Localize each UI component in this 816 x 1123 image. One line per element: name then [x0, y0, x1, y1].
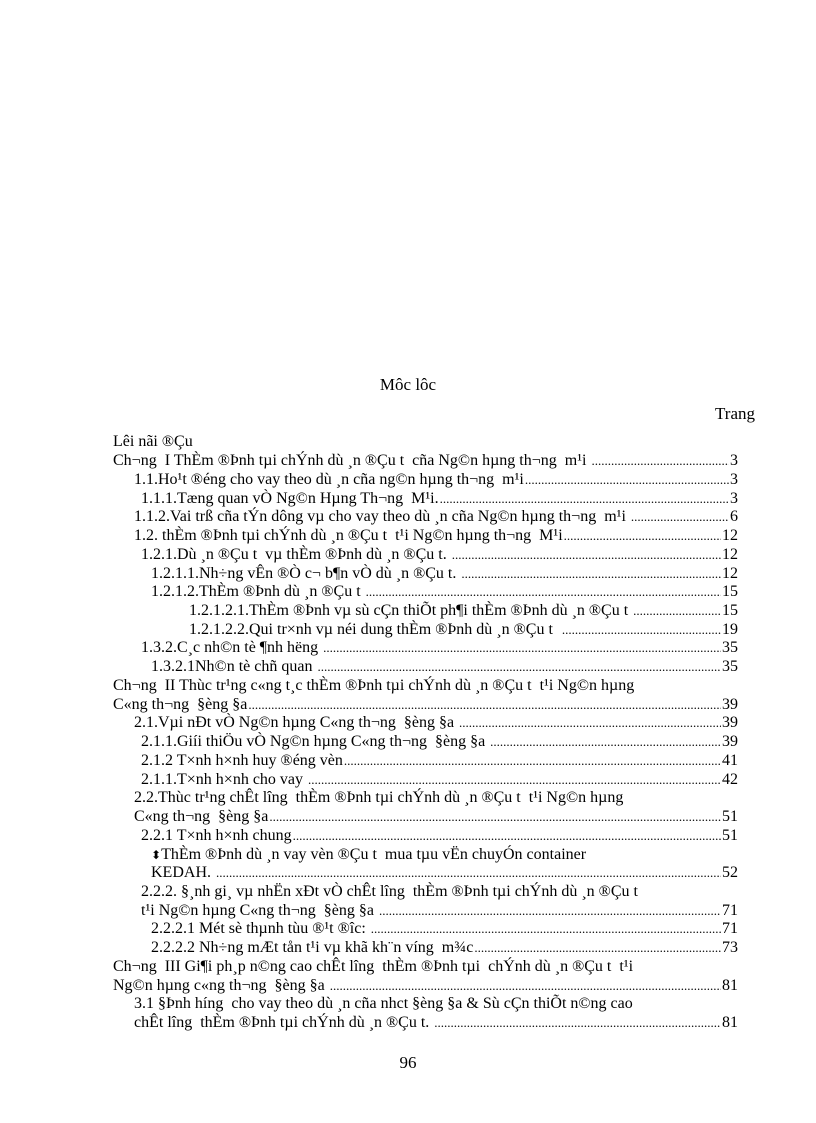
bullet-arrow-icon: ⬍	[151, 848, 162, 862]
toc-entry-title: 1.1.2.Vai trß cña tÝn dông vµ cho vay theo dù ¸n cña Ng©n hµng th¬ng m¹i	[134, 508, 630, 525]
toc-entry-title: 2.1.Vµi nÐt vÒ Ng©n hµng C«ng th¬ng §èng §a	[134, 714, 459, 731]
toc-entry	[113, 432, 738, 452]
toc-entry	[113, 676, 738, 696]
toc-leader-dots	[366, 582, 721, 602]
toc-leader-dots	[564, 526, 721, 546]
toc-leader-dots	[525, 470, 729, 490]
toc-entry-title: Ch¬ng I ThÈm ®Þnh tµi chÝnh dù ¸n ®Çu t cña Ng©n hµng th¬ng m¹i	[113, 452, 591, 469]
toc-entry	[151, 845, 738, 865]
toc-leader-dots	[434, 1013, 721, 1033]
toc-entry-title: 2.1.1.Giíi thiÖu vÒ Ng©n hµng C«ng th¬ng §èng §a	[141, 733, 490, 750]
toc-leader-dots	[323, 638, 721, 658]
toc-entry-title: ThÈm ®Þnh dù ¸n vay vèn ®Çu t mua tµu vËn chuyÓn container	[161, 846, 587, 863]
toc-entry-page: 51	[722, 827, 738, 844]
toc-entry-title: 2.2.1 T×nh h×nh chung	[141, 827, 292, 844]
toc-entry-page: 51	[722, 808, 738, 825]
toc-entry-title: 1.1.Ho¹t ®éng cho vay theo dù ¸n cña ng©n hµng th¬ng m¹i	[134, 471, 524, 488]
toc-entry	[113, 695, 738, 715]
toc-entry-page: 39	[722, 696, 738, 713]
toc-entry-page: 42	[722, 771, 738, 788]
toc-entry	[134, 788, 738, 808]
toc-leader-dots	[248, 695, 721, 715]
toc-entry-title: 1.1.1.Tæng quan vÒ Ng©n Hµng Th¬ng M¹i.	[141, 490, 439, 507]
toc-entry-title: Ng©n hµng c«ng th¬ng §èng §a	[113, 977, 329, 994]
toc-entry-page: 3	[730, 471, 738, 488]
toc-entry-title: C«ng th¬ng §èng §a	[113, 696, 248, 713]
toc-entry-page: 52	[722, 864, 738, 881]
toc-leader-dots	[317, 657, 721, 677]
toc-entry	[134, 807, 738, 827]
toc-entry-title: 1.2.1.2.ThÈm ®Þnh dù ¸n ®Çu t	[151, 583, 365, 600]
toc-entry-page: 39	[722, 714, 738, 731]
toc-title: Môc lôc	[379, 375, 437, 394]
toc-entry-title: 2.2.2. §¸nh gi¸ vµ nhËn xÐt vÒ chÊt lîng thÈm ®Þnh tµi chÝnh dù ¸n ®Çu t	[141, 883, 638, 900]
toc-entry-title: 2.1.1.T×nh h×nh cho vay	[141, 771, 308, 788]
toc-entry	[141, 638, 738, 658]
toc-entry	[141, 545, 738, 565]
toc-entry	[151, 564, 738, 584]
toc-entry-page: 3	[730, 490, 738, 507]
toc-entry	[141, 826, 738, 846]
toc-entry-page: 73	[722, 939, 738, 956]
toc-entry-title: Ch¬ng III Gi¶i ph¸p n©ng cao chÊt lîng thÈm ®Þnh tµi chÝnh dù ¸n ®Çu t t¹i	[113, 958, 634, 975]
toc-entry	[134, 713, 738, 733]
toc-entry-title: Ch¬ng II Thùc tr¹ng c«ng t¸c thÈm ®Þnh tµi chÝnh dù ¸n ®Çu t t¹i Ng©n hµng	[113, 677, 635, 694]
toc-entry-title: KEDAH.	[151, 864, 215, 881]
toc-leader-dots	[371, 919, 721, 939]
toc-entry-page: 81	[722, 977, 738, 994]
toc-entry	[151, 938, 738, 958]
toc-entry	[151, 657, 738, 677]
toc-leader-dots	[216, 863, 721, 883]
page-column-label: Trang	[715, 404, 755, 423]
toc-leader-dots	[459, 713, 721, 733]
toc-entry-page: 81	[722, 1014, 738, 1031]
toc-entry-title: 2.2.Thùc tr¹ng chÊt lîng thÈm ®Þnh tµi chÝnh dù ¸n ®Çu t t¹i Ng©n hµng	[134, 789, 624, 806]
toc-entry-page: 12	[722, 546, 738, 563]
toc-leader-dots	[591, 451, 729, 471]
toc-entry	[134, 507, 738, 527]
toc-entry-title: 2.2.2.1 Mét sè thµnh tùu ®¹t ®îc:	[151, 920, 370, 937]
toc-leader-dots	[330, 976, 721, 996]
toc-entry-title: 1.3.2.1Nh©n tè chñ quan	[151, 658, 317, 675]
toc-leader-dots	[474, 938, 721, 958]
toc-leader-dots	[490, 732, 721, 752]
toc-entry	[113, 451, 738, 471]
toc-entry-page: 39	[722, 733, 738, 750]
toc-entry	[141, 489, 738, 509]
toc-leader-dots	[308, 770, 721, 790]
toc-entry-page: 12	[722, 527, 738, 544]
toc-entry	[151, 863, 738, 883]
toc-leader-dots	[452, 545, 721, 565]
toc-entry-title: Lêi nãi ®Çu	[113, 433, 193, 450]
toc-entry	[141, 770, 738, 790]
toc-entry	[141, 901, 738, 921]
toc-leader-dots	[562, 620, 721, 640]
toc-entry	[151, 582, 738, 602]
toc-leader-dots	[344, 751, 721, 771]
toc-entry	[113, 957, 738, 977]
toc-entry-page: 3	[730, 452, 738, 469]
toc-entry-title: chÊt lîng thÈm ®Þnh tµi chÝnh dù ¸n ®Çu t.	[134, 1014, 434, 1031]
toc-leader-dots	[633, 601, 721, 621]
toc-entry	[189, 601, 738, 621]
toc-entry	[113, 976, 738, 996]
toc-entry-page: 15	[722, 583, 738, 600]
toc-entry-page: 41	[722, 752, 738, 769]
toc-entry	[134, 994, 738, 1014]
toc-entry-page: 71	[722, 920, 738, 937]
toc-entry-page: 35	[722, 658, 738, 675]
toc-leader-dots	[379, 901, 721, 921]
toc-entry-page: 12	[722, 565, 738, 582]
toc-entry-title: t¹i Ng©n hµng C«ng th¬ng §èng §a	[141, 902, 378, 919]
toc-entry-title: 2.2.2.2 Nh÷ng mÆt tån t¹i vµ khã kh¨n víng m¾c	[151, 939, 474, 956]
page-number: 96	[399, 1053, 417, 1072]
toc-entry-title: 1.2.1.Dù ¸n ®Çu t vµ thÈm ®Þnh dù ¸n ®Çu t.	[141, 546, 451, 563]
toc-entry-page: 15	[722, 602, 738, 619]
toc-entry-title: 2.1.2 T×nh h×nh huy ®éng vèn	[141, 752, 343, 769]
toc-leader-dots	[293, 826, 721, 846]
toc-entry-title: C«ng th¬ng §èng §a	[134, 808, 269, 825]
toc-entry	[141, 751, 738, 771]
toc-entry	[134, 1013, 738, 1033]
toc-entry	[141, 732, 738, 752]
toc-entry-title: 1.2. thÈm ®Þnh tµi chÝnh dù ¸n ®Çu t t¹i Ng©n hµng th¬ng M¹i	[134, 527, 563, 544]
toc-entry	[134, 526, 738, 546]
toc-entry-title: 1.2.1.2.1.ThÈm ®Þnh vµ sù cÇn thiÕt ph¶i thÈm ®Þnh dù ¸n ®Çu t	[189, 602, 633, 619]
toc-entry-page: 19	[722, 621, 738, 638]
toc-entry	[189, 620, 738, 640]
toc-leader-dots	[461, 564, 721, 584]
toc-leader-dots	[631, 507, 729, 527]
toc-entry	[134, 470, 738, 490]
toc-entry-title: 1.2.1.1.Nh÷ng vÊn ®Ò c¬ b¶n vÒ dù ¸n ®Çu t.	[151, 565, 461, 582]
toc-leader-dots	[440, 489, 729, 509]
toc-entry-page: 6	[730, 508, 738, 525]
toc-leader-dots	[269, 807, 721, 827]
toc-entry-page: 35	[722, 639, 738, 656]
toc-entry	[141, 882, 738, 902]
toc-entry-title: 1.3.2.C¸c nh©n tè ¶nh hëng	[141, 639, 323, 656]
toc-entry-page: 71	[722, 902, 738, 919]
toc-entry	[151, 919, 738, 939]
toc-entry-title: 3.1 §Þnh híng cho vay theo dù ¸n cña nhct §èng §a & Sù cÇn thiÕt n©ng cao	[134, 995, 633, 1012]
toc-entry-title: 1.2.1.2.2.Qui tr×nh vµ néi dung thÈm ®Þnh dù ¸n ®Çu t	[189, 621, 561, 638]
